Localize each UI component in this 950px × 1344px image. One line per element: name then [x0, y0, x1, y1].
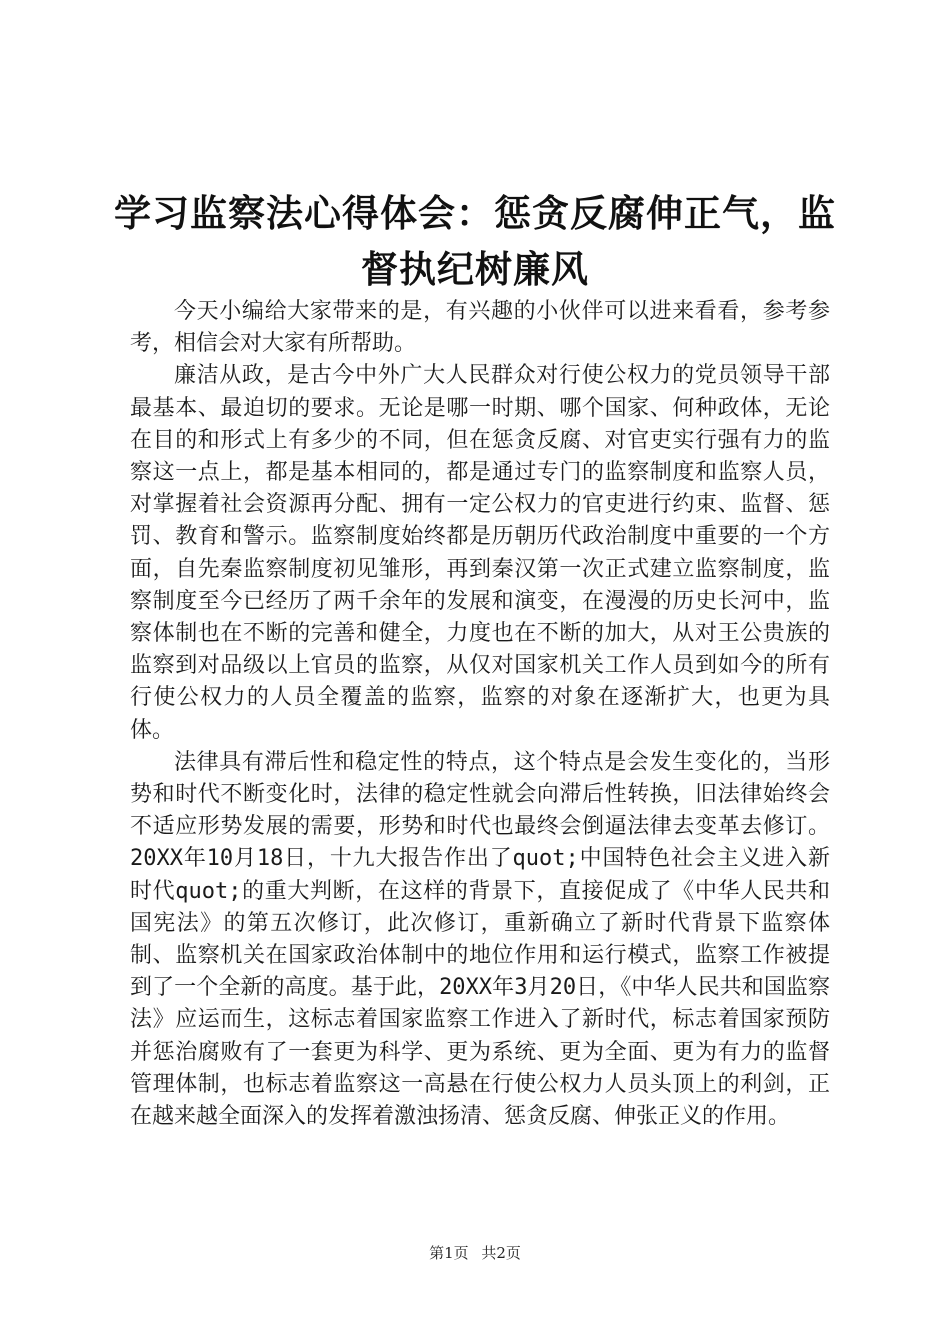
document-body — [130, 296, 830, 1133]
paragraph-intro: 今天小编给大家带来的是，有兴趣的小伙伴可以进来看看，参考参考，相信会对大家有所帮助。 — [130, 299, 830, 357]
document-title: 学习监察法心得体会：惩贪反腐伸正气，监督执纪树廉风 — [114, 191, 836, 291]
paragraph-clean-governance: 廉洁从政，是古今中外广大人民群众对行使公权力的党员领导干部最基本、最迫切的要求。无论是哪一时期、哪个国家、何种政体，无论在目的和形式上有多少的不同，但在惩贪反腐、对官吏实行强有力的监察这一点上，都是基本相同的，都是通过专门的监察制度和监察人员，对掌握着社会资源再分配、拥有一定公权力的官吏进行约束、监督、惩罚、教育和警示。监察制度始终都是历朝历代政治制度中重要的一个方面，自先秦监察制度初见雏形，再到秦汉第一次正式建立监察制度，监察制度至今已经历了两千余年的发展和演变，在漫漫的历史长河中，监察体制也在不断的完善和健全，力度也在不断的加大，从对王公贵族的监察到对品级以上官员的监察，从仅对国家机关工作人员到如今的所有行使公权力的人员全覆盖的监察，监察的对象在逐渐扩大，也更为具体。 — [130, 363, 830, 743]
page-number: 第1页 — [429, 1244, 469, 1262]
paragraph-law-revision: 法律具有滞后性和稳定性的特点，这个特点是会发生变化的，当形势和时代不断变化时，法律的稳定性就会向滞后性转换，旧法律始终会不适应形势发展的需要，形势和时代也最终会倒逼法律去变革去修订。20XX年10月18日，十九大报告作出了quot;中国特色社会主义进入新时代quot;的重大判断，在这样的背景下，直接促成了《中华人民共和国宪法》的第五次修订，此次修订，重新确立了新时代背景下监察体制、监察机关在国家政治体制中的地位作用和运行模式，监察工作被提到了一个全新的高度。基于此，20XX年3月20日，《中华人民共和国监察法》应运而生，这标志着国家监察工作进入了新时代，标志着国家预防并惩治腐败有了一套更为科学、更为系统、更为全面、更为有力的监督管理体制，也标志着监察这一高悬在行使公权力人员头顶上的利剑，正在越来越全面深入的发挥着激浊扬清、惩贪反腐、伸张正义的作用。 — [130, 749, 830, 1130]
page-total: 共2页 — [481, 1244, 521, 1262]
page-footer — [0, 1242, 950, 1263]
